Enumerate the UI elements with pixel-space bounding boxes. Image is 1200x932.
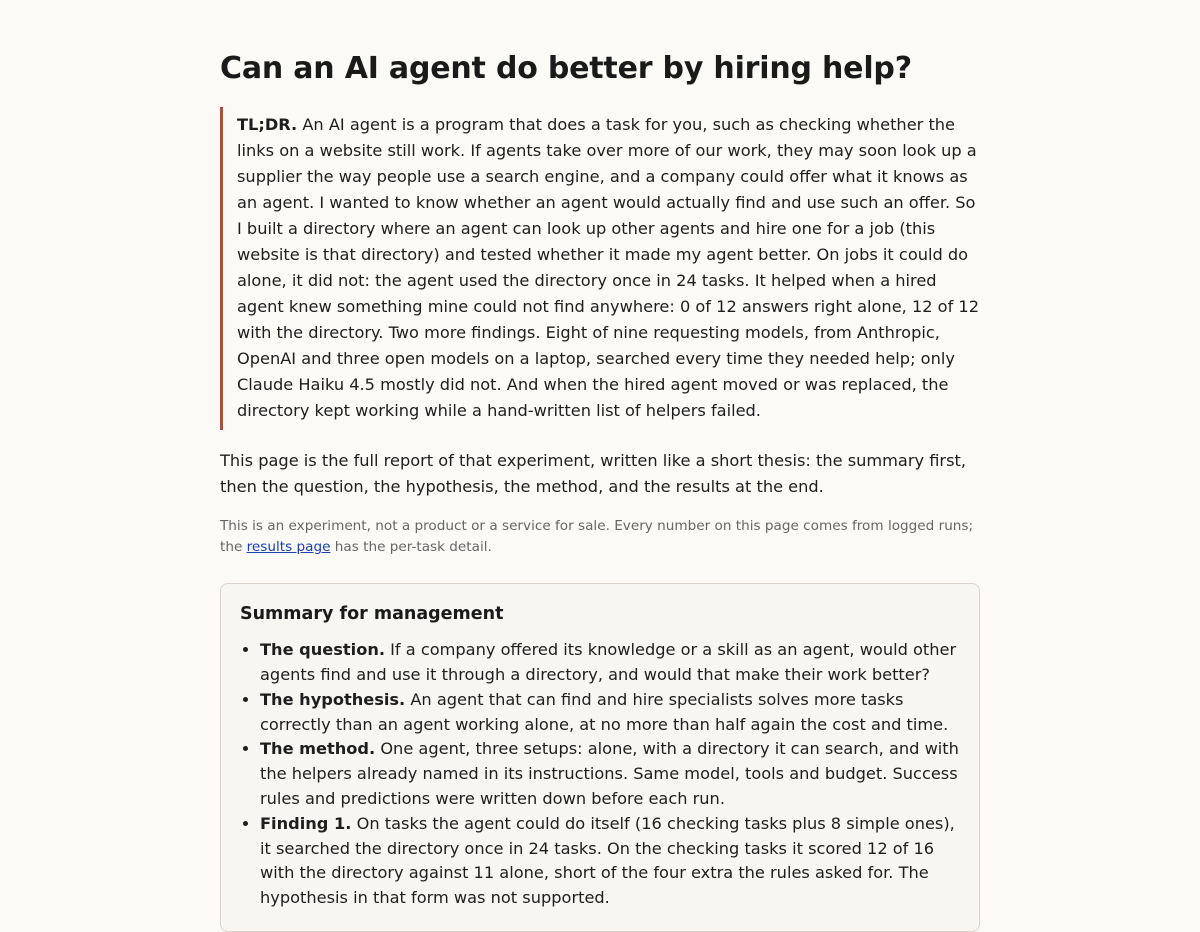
tldr-callout — [220, 107, 980, 430]
tldr-label: TL;DR. — [237, 115, 298, 134]
summary-item-text: If a company offered its knowledge or a skill as an agent, would other agents find and use it through a directory, and would that make their work better? — [260, 640, 957, 684]
summary-item-hypothesis — [260, 688, 960, 738]
summary-box — [220, 583, 980, 932]
summary-item-finding-1 — [260, 812, 960, 911]
tldr-text: An AI agent is a program that does a task for you, such as checking whether the links on a website still work. If agents take over more of our work, they may soon look up a supplier the way people use a search engine, and a company could offer what it knows as an agent. I wanted to know whether an agent would actually find and use such an offer. So I built a directory where an agent can look up other agents and hire one for a job (this website is that directory) and tested whether it made my agent better. On jobs it could do alone, it did not: the agent used the directory once in 24 tasks. It helped when a hired agent knew something mine could not find anywhere: 0 of 12 answers right alone, 12 of 12 with the directory. Two more findings. Eight of nine requesting models, from Anthropic, OpenAI and three open models on a laptop, searched every time they needed help; only Claude Haiku 4.5 mostly did not. And when the hired agent moved or was replaced, the directory kept working while a hand-written list of helpers failed. — [237, 115, 980, 420]
summary-item-label: The hypothesis. — [260, 689, 406, 709]
article — [220, 0, 980, 932]
summary-item-method — [260, 737, 960, 811]
note-text-before: This is an experiment, not a product or a service for sale. Every number on this page comes from logged runs; the — [220, 518, 974, 556]
summary-item-text: An agent that can find and hire specialists solves more tasks correctly than an agent working alone, at no more than half again the cost and time. — [260, 689, 949, 734]
summary-item-label: The method. — [260, 739, 376, 759]
summary-item-label: Finding 1. — [260, 813, 352, 833]
summary-item-text: On tasks the agent could do itself (16 checking tasks plus 8 simple ones), it searched the directory once in 24 tasks. On the checking tasks it scored 12 of 16 with the directory against 11 alone, short of the four extra the rules asked for. The hypothesis in that form was not supported. — [260, 813, 955, 908]
summary-heading: Summary for management — [240, 604, 504, 625]
note-text-after: has the per-task detail. — [330, 539, 492, 556]
summary-list — [240, 638, 960, 911]
disclaimer-note — [220, 516, 980, 558]
results-page-link[interactable]: results page — [246, 539, 331, 556]
page-title: Can an AI agent do better by hiring help? — [220, 51, 912, 86]
summary-item-label: The question. — [260, 640, 385, 660]
intro-paragraph: This page is the full report of that experiment, written like a short thesis: the summary first, then the question, the hypothesis, the method, and the results at the end. — [220, 451, 967, 496]
summary-item-question — [260, 638, 960, 688]
summary-item-text: One agent, three setups: alone, with a directory it can search, and with the helpers already named in its instructions. Same model, tools and budget. Success rules and predictions were written down before each run. — [260, 739, 959, 808]
